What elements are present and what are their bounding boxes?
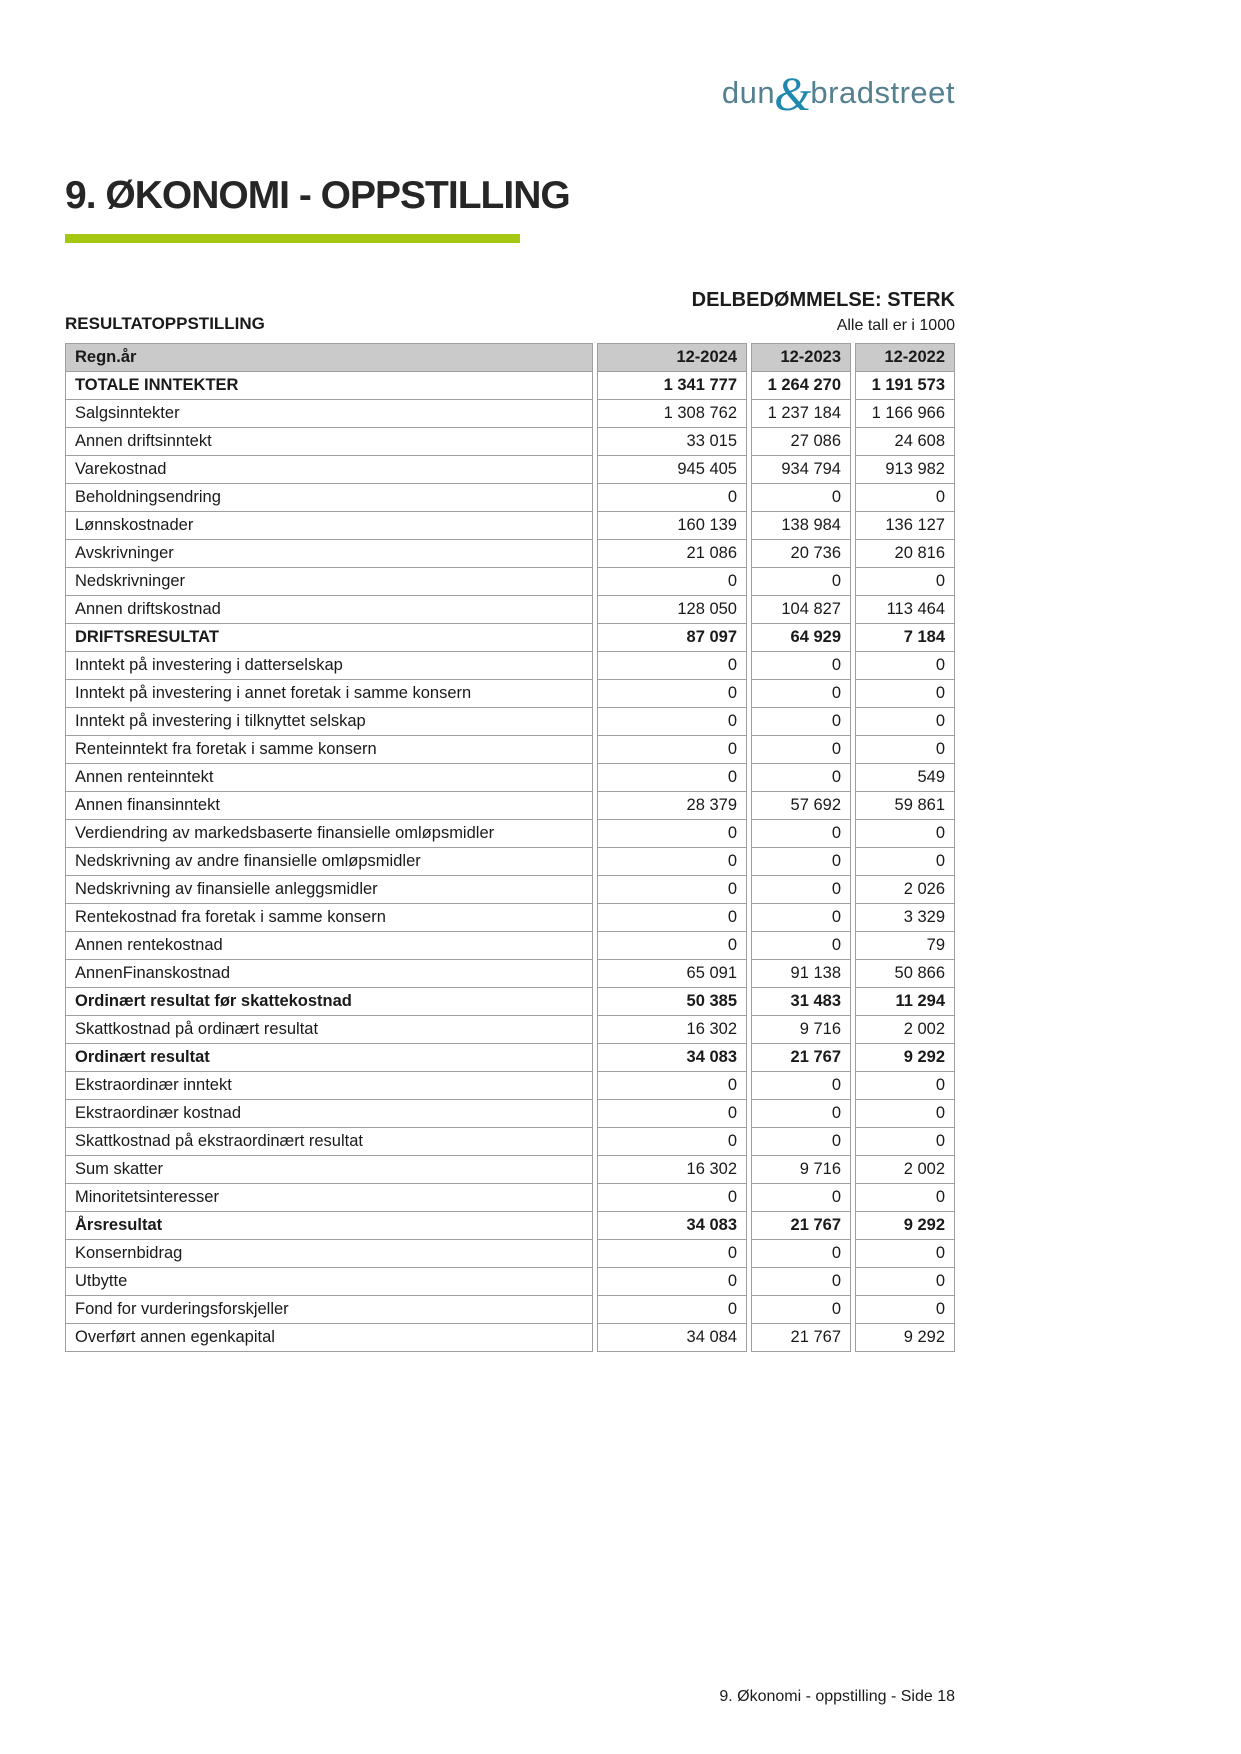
row-label: Annen driftsinntekt xyxy=(65,428,593,456)
row-value: 91 138 xyxy=(751,960,851,988)
row-value: 113 464 xyxy=(855,596,955,624)
row-value: 1 308 762 xyxy=(597,400,747,428)
row-value: 34 084 xyxy=(597,1324,747,1352)
table-row xyxy=(65,1212,955,1240)
row-label: Annen driftskostnad xyxy=(65,596,593,624)
row-value: 1 341 777 xyxy=(597,372,747,400)
row-value: 0 xyxy=(597,1072,747,1100)
row-value: 0 xyxy=(855,848,955,876)
page-title: 9. ØKONOMI - OPPSTILLING xyxy=(65,174,570,217)
row-value: 0 xyxy=(751,764,851,792)
row-value: 16 302 xyxy=(597,1016,747,1044)
row-value: 0 xyxy=(597,484,747,512)
row-value: 0 xyxy=(855,1296,955,1324)
row-value: 21 767 xyxy=(751,1212,851,1240)
row-label: Verdiendring av markedsbaserte finansielle omløpsmidler xyxy=(65,820,593,848)
row-label: Konsernbidrag xyxy=(65,1240,593,1268)
row-value: 34 083 xyxy=(597,1212,747,1240)
row-value: 0 xyxy=(597,680,747,708)
row-value: 79 xyxy=(855,932,955,960)
row-value: 0 xyxy=(855,1128,955,1156)
row-label: Ekstraordinær inntekt xyxy=(65,1072,593,1100)
row-value: 0 xyxy=(855,1268,955,1296)
row-value: 33 015 xyxy=(597,428,747,456)
column-header-12-2024: 12-2024 xyxy=(597,343,747,372)
row-value: 0 xyxy=(855,820,955,848)
row-value: 24 608 xyxy=(855,428,955,456)
row-value: 549 xyxy=(855,764,955,792)
row-value: 0 xyxy=(855,1184,955,1212)
row-value: 0 xyxy=(751,568,851,596)
row-label: Inntekt på investering i datterselskap xyxy=(65,652,593,680)
title-accent-bar xyxy=(65,234,520,243)
row-value: 0 xyxy=(751,932,851,960)
row-value: 0 xyxy=(855,1240,955,1268)
table-row xyxy=(65,1156,955,1184)
row-value: 57 692 xyxy=(751,792,851,820)
page-footer: 9. Økonomi - oppstilling - Side 18 xyxy=(719,1688,955,1705)
row-label: Overført annen egenkapital xyxy=(65,1324,593,1352)
row-label: Salgsinntekter xyxy=(65,400,593,428)
row-value: 136 127 xyxy=(855,512,955,540)
table-row xyxy=(65,400,955,428)
row-value: 16 302 xyxy=(597,1156,747,1184)
table-row xyxy=(65,848,955,876)
row-value: 31 483 xyxy=(751,988,851,1016)
row-value: 0 xyxy=(855,1100,955,1128)
row-label: DRIFTSRESULTAT xyxy=(65,624,593,652)
row-label: TOTALE INNTEKTER xyxy=(65,372,593,400)
row-value: 1 191 573 xyxy=(855,372,955,400)
row-label: Ordinært resultat xyxy=(65,1044,593,1072)
row-value: 0 xyxy=(597,876,747,904)
row-label: Skattkostnad på ordinært resultat xyxy=(65,1016,593,1044)
row-value: 0 xyxy=(855,708,955,736)
row-label: Lønnskostnader xyxy=(65,512,593,540)
row-label: Varekostnad xyxy=(65,456,593,484)
row-value: 0 xyxy=(597,1240,747,1268)
row-value: 65 091 xyxy=(597,960,747,988)
table-row xyxy=(65,1072,955,1100)
row-label: Nedskrivning av finansielle anleggsmidler xyxy=(65,876,593,904)
row-value: 0 xyxy=(751,1128,851,1156)
logo-word-dun: dun xyxy=(721,75,776,110)
table-row xyxy=(65,932,955,960)
row-value: 0 xyxy=(597,1268,747,1296)
row-value: 0 xyxy=(597,568,747,596)
table-row xyxy=(65,1184,955,1212)
row-label: Ordinært resultat før skattekostnad xyxy=(65,988,593,1016)
assessment-label: DELBEDØMMELSE: STERK xyxy=(691,289,955,311)
table-row xyxy=(65,372,955,400)
row-value: 138 984 xyxy=(751,512,851,540)
row-value: 0 xyxy=(751,652,851,680)
table-row xyxy=(65,568,955,596)
row-label: Annen finansinntekt xyxy=(65,792,593,820)
row-value: 934 794 xyxy=(751,456,851,484)
table-header-row xyxy=(65,343,955,372)
table-row xyxy=(65,652,955,680)
row-value: 27 086 xyxy=(751,428,851,456)
row-value: 0 xyxy=(597,820,747,848)
row-value: 0 xyxy=(855,736,955,764)
row-value: 0 xyxy=(597,932,747,960)
table-row xyxy=(65,1100,955,1128)
row-value: 0 xyxy=(855,568,955,596)
table-row xyxy=(65,680,955,708)
row-value: 21 767 xyxy=(751,1044,851,1072)
row-value: 0 xyxy=(751,820,851,848)
row-value: 0 xyxy=(597,904,747,932)
row-value: 0 xyxy=(597,708,747,736)
row-value: 0 xyxy=(751,876,851,904)
row-label: Nedskrivning av andre finansielle omløpsmidler xyxy=(65,848,593,876)
table-row xyxy=(65,708,955,736)
row-value: 0 xyxy=(597,1296,747,1324)
row-value: 0 xyxy=(751,1268,851,1296)
row-value: 87 097 xyxy=(597,624,747,652)
row-value: 104 827 xyxy=(751,596,851,624)
row-label: Skattkostnad på ekstraordinært resultat xyxy=(65,1128,593,1156)
table-row xyxy=(65,1044,955,1072)
row-value: 20 816 xyxy=(855,540,955,568)
row-label: Annen renteinntekt xyxy=(65,764,593,792)
row-value: 50 385 xyxy=(597,988,747,1016)
assessment-block xyxy=(692,289,955,335)
row-value: 0 xyxy=(751,736,851,764)
table-row xyxy=(65,1128,955,1156)
table-row xyxy=(65,820,955,848)
row-value: 945 405 xyxy=(597,456,747,484)
table-row xyxy=(65,1268,955,1296)
row-value: 64 929 xyxy=(751,624,851,652)
row-value: 7 184 xyxy=(855,624,955,652)
table-row xyxy=(65,456,955,484)
row-value: 11 294 xyxy=(855,988,955,1016)
row-value: 0 xyxy=(597,652,747,680)
row-value: 20 736 xyxy=(751,540,851,568)
table-row xyxy=(65,512,955,540)
column-header-12-2022: 12-2022 xyxy=(855,343,955,372)
row-label: Utbytte xyxy=(65,1268,593,1296)
row-label: Ekstraordinær kostnad xyxy=(65,1100,593,1128)
row-value: 2 002 xyxy=(855,1156,955,1184)
row-value: 0 xyxy=(855,680,955,708)
row-label: Rentekostnad fra foretak i samme konsern xyxy=(65,904,593,932)
row-value: 9 292 xyxy=(855,1212,955,1240)
income-statement-table xyxy=(61,343,959,1352)
row-label: Årsresultat xyxy=(65,1212,593,1240)
logo-word-bradstreet: bradstreet xyxy=(810,75,955,110)
table-row xyxy=(65,1016,955,1044)
row-value: 0 xyxy=(597,1128,747,1156)
row-value: 0 xyxy=(751,484,851,512)
section-label: RESULTATOPPSTILLING xyxy=(65,314,265,333)
table-row xyxy=(65,988,955,1016)
row-value: 34 083 xyxy=(597,1044,747,1072)
row-label: Minoritetsinteresser xyxy=(65,1184,593,1212)
row-value: 0 xyxy=(751,1296,851,1324)
row-value: 1 166 966 xyxy=(855,400,955,428)
row-value: 28 379 xyxy=(597,792,747,820)
row-value: 9 716 xyxy=(751,1156,851,1184)
row-value: 2 026 xyxy=(855,876,955,904)
row-label: Fond for vurderingsforskjeller xyxy=(65,1296,593,1324)
row-value: 1 264 270 xyxy=(751,372,851,400)
table-row xyxy=(65,736,955,764)
table-row xyxy=(65,1296,955,1324)
table-row xyxy=(65,540,955,568)
table-body xyxy=(65,372,955,1352)
table-row xyxy=(65,792,955,820)
row-value: 0 xyxy=(855,652,955,680)
row-value: 0 xyxy=(597,736,747,764)
row-value: 2 002 xyxy=(855,1016,955,1044)
row-label: Inntekt på investering i annet foretak i samme konsern xyxy=(65,680,593,708)
row-value: 0 xyxy=(751,1184,851,1212)
row-label: Annen rentekostnad xyxy=(65,932,593,960)
row-value: 9 716 xyxy=(751,1016,851,1044)
row-value: 59 861 xyxy=(855,792,955,820)
row-value: 50 866 xyxy=(855,960,955,988)
units-note: Alle tall er i 1000 xyxy=(836,317,955,334)
row-label: AnnenFinanskostnad xyxy=(65,960,593,988)
row-value: 9 292 xyxy=(855,1324,955,1352)
row-label: Inntekt på investering i tilknyttet selskap xyxy=(65,708,593,736)
row-value: 0 xyxy=(751,1100,851,1128)
row-label: Nedskrivninger xyxy=(65,568,593,596)
row-value: 0 xyxy=(751,1240,851,1268)
table-row xyxy=(65,960,955,988)
column-header-regnar: Regn.år xyxy=(65,343,593,372)
table-row xyxy=(65,876,955,904)
row-value: 3 329 xyxy=(855,904,955,932)
table-row xyxy=(65,904,955,932)
row-value: 0 xyxy=(855,484,955,512)
row-value: 0 xyxy=(597,1100,747,1128)
row-value: 128 050 xyxy=(597,596,747,624)
row-label: Beholdningsendring xyxy=(65,484,593,512)
table-meta xyxy=(65,289,955,335)
dun-bradstreet-logo xyxy=(65,68,955,121)
row-label: Renteinntekt fra foretak i samme konsern xyxy=(65,736,593,764)
table-row xyxy=(65,624,955,652)
row-value: 160 139 xyxy=(597,512,747,540)
row-value: 1 237 184 xyxy=(751,400,851,428)
row-value: 0 xyxy=(597,848,747,876)
row-value: 0 xyxy=(597,1184,747,1212)
row-value: 0 xyxy=(751,680,851,708)
row-value: 21 086 xyxy=(597,540,747,568)
row-value: 0 xyxy=(855,1072,955,1100)
table-row xyxy=(65,764,955,792)
column-header-12-2023: 12-2023 xyxy=(751,343,851,372)
row-value: 9 292 xyxy=(855,1044,955,1072)
table-row xyxy=(65,596,955,624)
table-row xyxy=(65,428,955,456)
row-value: 0 xyxy=(751,1072,851,1100)
row-label: Avskrivninger xyxy=(65,540,593,568)
logo-ampersand-icon: & xyxy=(774,68,812,121)
row-label: Sum skatter xyxy=(65,1156,593,1184)
row-value: 0 xyxy=(751,904,851,932)
row-value: 0 xyxy=(751,708,851,736)
row-value: 0 xyxy=(597,764,747,792)
table-row xyxy=(65,1324,955,1352)
table-row xyxy=(65,1240,955,1268)
row-value: 21 767 xyxy=(751,1324,851,1352)
row-value: 0 xyxy=(751,848,851,876)
row-value: 913 982 xyxy=(855,456,955,484)
table-row xyxy=(65,484,955,512)
